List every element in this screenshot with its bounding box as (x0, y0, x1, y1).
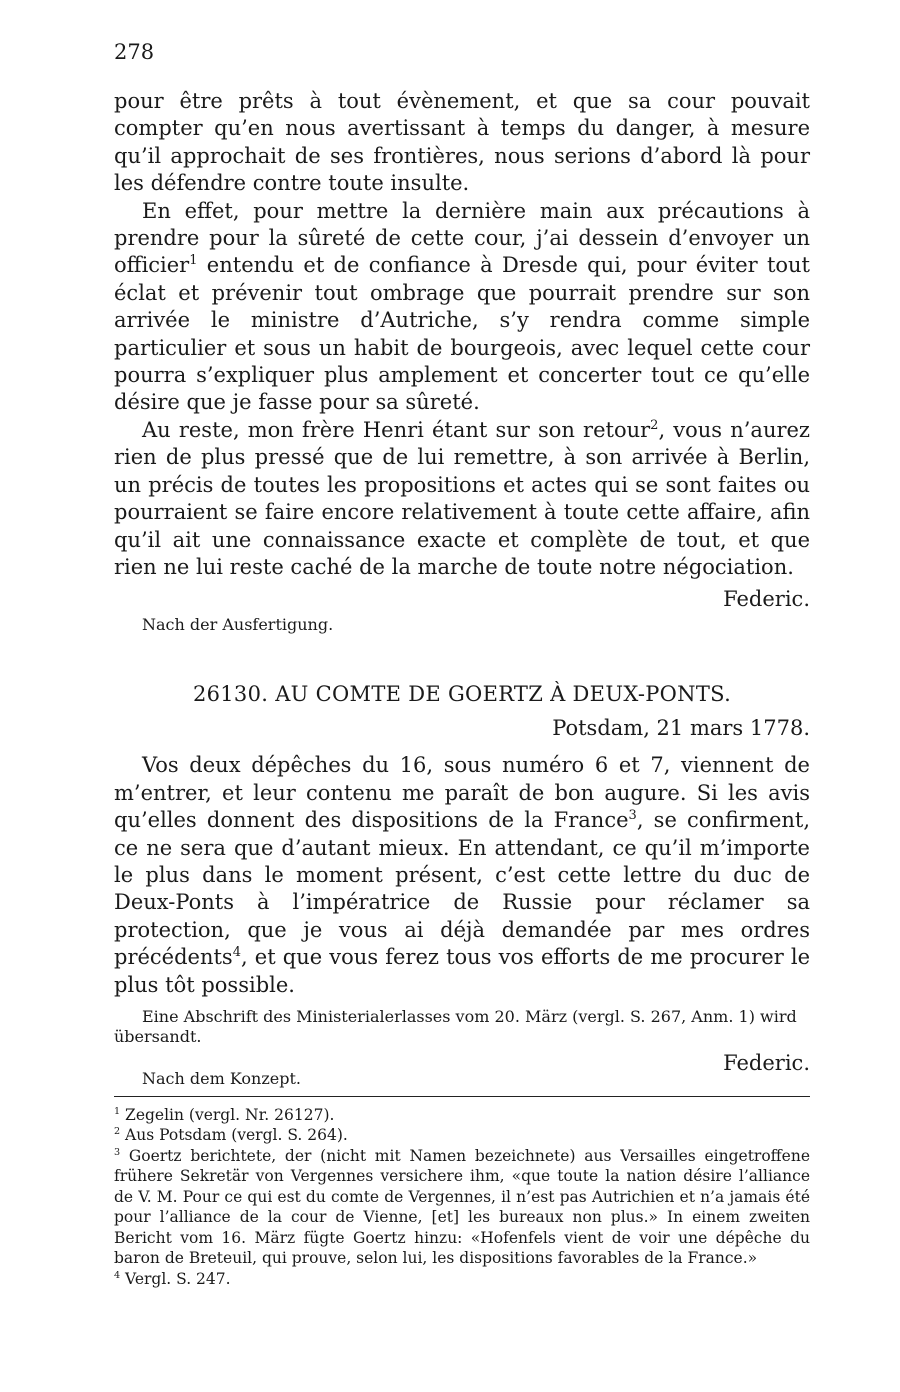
paragraph-text: , se confirment, ce ne sera que d’autant mieux. En attendant, ce qu’il m’importe le plus dans le moment présent, c’est cette lettre du duc de Deux-Ponts à l’impératrice de Russie pour réclamer sa protection, que je vous ai déjà demandée par mes ordres précédents (114, 808, 811, 970)
letter-heading: 26130. AU COMTE DE GOERTZ À DEUX-PONTS. (192, 682, 732, 707)
enclosure-note: Eine Abschrift des Ministerialerlasses vom 20. März (vergl. S. 267, Anm. 1) wird übersandt. (114, 1006, 797, 1046)
footnote (114, 1146, 810, 1269)
paragraph-text: En effet, pour mettre la dernière main aux précautions à prendre pour la sûreté de cette cour, j’ai dessein d’envoyer un officier (114, 198, 810, 278)
page-number: 278 (114, 40, 155, 64)
footnote-mark: 2 (114, 1126, 121, 1138)
footnote-text: Vergl. S. 247. (125, 1269, 231, 1288)
dateline: Potsdam, 21 mars 1778. (552, 716, 810, 741)
footnote-mark: 4 (114, 1269, 121, 1281)
paragraph-text: entendu et de confiance à Dresde qui, pour éviter tout éclat et prévenir tout ombrage que pourrait prendre sur son arrivée le ministre d’Autriche, s’y rendra comme simple particulier et sous un habit de bourgeois, avec lequel cette cour pourra s’expliquer plus amplement et concerter tout ce qu’elle désire que je fasse pour sa sûreté. (114, 253, 810, 415)
signature: Federic. (723, 587, 810, 612)
paragraph (114, 752, 810, 999)
footnote-ref: 1 (189, 253, 198, 269)
footnote-ref: 2 (650, 417, 659, 433)
signature: Federic. (723, 1050, 810, 1075)
footnote-text: Goertz berichtete, der (nicht mit Namen bezeichnete) aus Versailles eingetroffene frühere Sekretär von Vergennes versichere ihm, «que toute la nation désire l’alliance de V. M. Pour ce qui est du comte de Vergennes, il n’est pas Autrichien et n’a jamais été pour l’alliance de la cour de Vienne, [et] les bureaux non plus.» In einem zweiten Bericht vom 16. März fügte Goertz hinzu: «Hofenfels vient de voir une dépêche du baron de Breteuil, qui prouve, selon lui, les dispositions favorables de la France.» (114, 1146, 811, 1268)
paragraph-text: , et que vous ferez tous vos efforts de me procurer le plus tôt possible. (114, 945, 810, 997)
footnotes (114, 1105, 810, 1290)
footnote-mark: 1 (114, 1105, 121, 1117)
paragraph-text: Vos deux dépêches du 16, sous numéro 6 et 7, viennent de m’entrer, et leur contenu me paraît de bon augure. Si les avis qu’elles donnent des dispositions de la France (114, 753, 810, 833)
footnote (114, 1105, 810, 1126)
footnote-text: Zegelin (vergl. Nr. 26127). (125, 1105, 335, 1124)
paragraph-text: Au reste, mon frère Henri étant sur son retour (142, 417, 651, 442)
footnote-ref: 4 (232, 945, 241, 961)
footnote-ref: 3 (628, 808, 637, 824)
footnote-mark: 3 (114, 1146, 121, 1158)
footnote (114, 1125, 810, 1146)
paragraph-text: , vous n’aurez rien de plus pressé que de lui remettre, à son arrivée à Berlin, un précis de toutes les propositions et actes qui se sont faites ou pourraient se faire encore relativement à toute cette affaire, afin qu’il ait une connaissance exacte et complète de tout, et que rien ne lui reste caché de la marche de toute notre négociation. (114, 417, 810, 579)
letter-continuation (114, 88, 810, 581)
letter-body (114, 752, 810, 999)
footnote (114, 1269, 810, 1290)
footnote-divider (114, 1096, 810, 1097)
paragraph (114, 417, 810, 581)
book-page (114, 40, 810, 1289)
footnote-text: Aus Potsdam (vergl. S. 264). (125, 1126, 348, 1145)
paragraph (114, 198, 810, 417)
source-note: Nach dem Konzept. (142, 1068, 301, 1088)
paragraph: pour être prêts à tout évènement, et que sa cour pouvait compter qu’en nous avertissant à temps du danger, à mesure qu’il approchait de ses frontières, nous serions d’abord là pour les défendre contre toute insulte. (114, 89, 810, 196)
source-note: Nach der Ausfertigung. (142, 615, 334, 635)
